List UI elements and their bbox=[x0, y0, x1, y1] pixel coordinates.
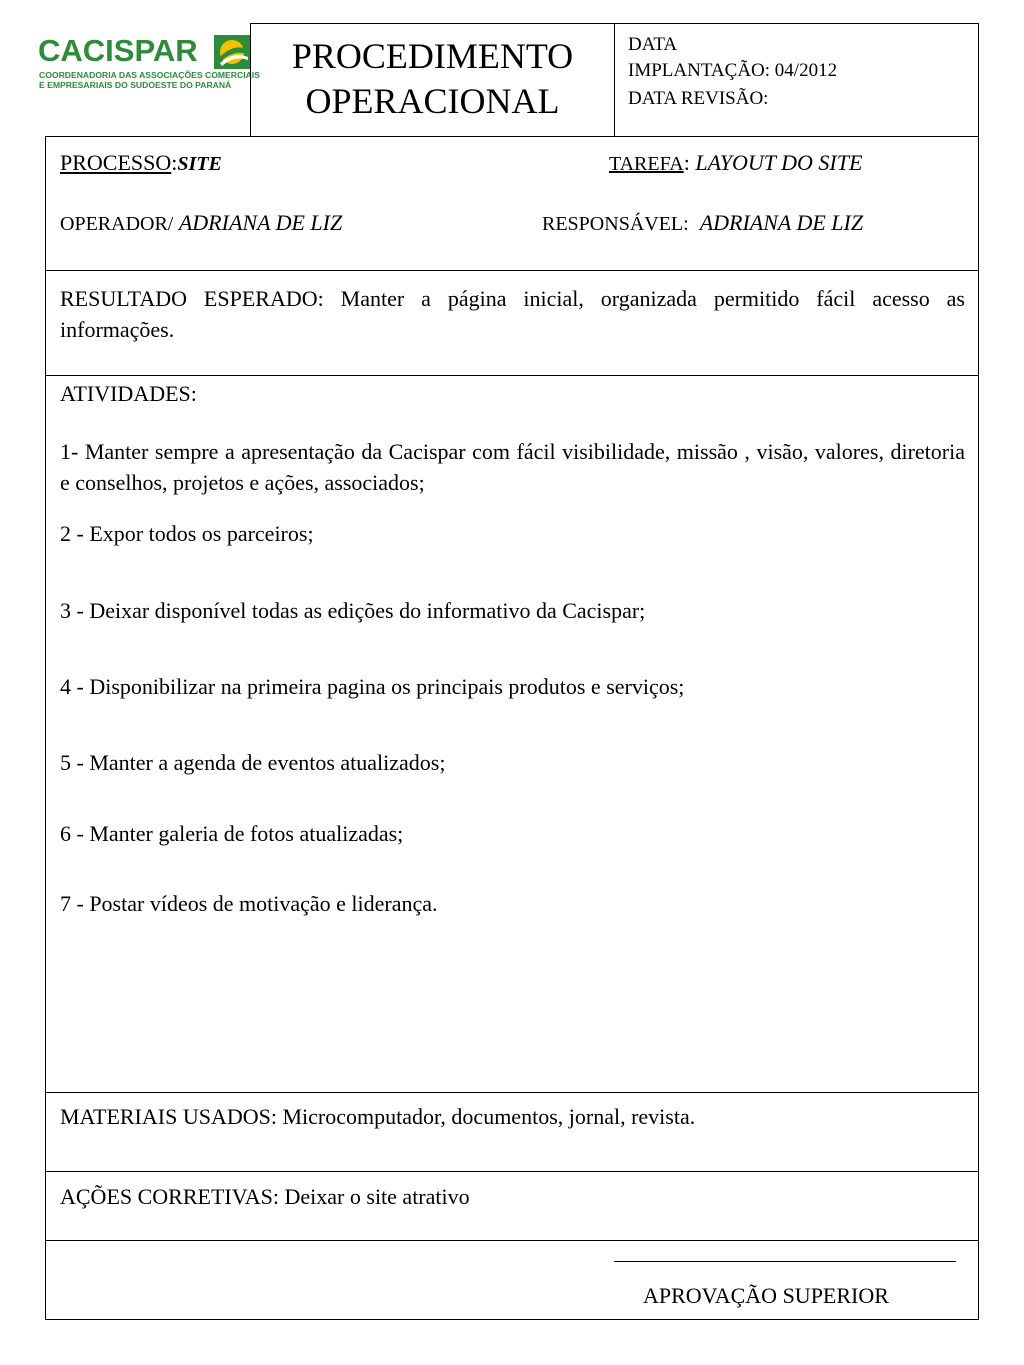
tarefa-value: LAYOUT DO SITE bbox=[695, 150, 863, 175]
divider bbox=[46, 1240, 978, 1241]
operador-field bbox=[60, 207, 342, 240]
logo-wordmark: CACISPAR bbox=[38, 33, 198, 68]
date-box bbox=[614, 23, 979, 137]
procedure-form bbox=[45, 136, 979, 1320]
operador-value: ADRIANA DE LIZ bbox=[178, 210, 343, 235]
responsavel-label: RESPONSÁVEL: bbox=[542, 213, 689, 235]
responsavel-field bbox=[542, 207, 863, 240]
atividade-item: 1- Manter sempre a apresentação da Cacispar com fácil visibilidade, missão , visão, valores, diretoria e conselhos, projetos e ações, associados; bbox=[60, 439, 965, 495]
revisao-date: DATA REVISÃO: bbox=[628, 88, 769, 109]
tarefa-colon: : bbox=[683, 150, 690, 175]
atividade-item: 6 - Manter galeria de fotos atualizadas; bbox=[60, 821, 404, 846]
atividades-heading: ATIVIDADES: bbox=[60, 381, 197, 406]
atividade-item: 3 - Deixar disponível todas as edições do informativo da Cacispar; bbox=[60, 598, 646, 623]
divider bbox=[46, 270, 978, 271]
responsavel-value: ADRIANA DE LIZ bbox=[699, 210, 864, 235]
tarefa-field bbox=[609, 147, 862, 180]
atividade-item: 5 - Manter a agenda de eventos atualizados; bbox=[60, 750, 446, 775]
cacispar-logo bbox=[38, 33, 260, 94]
aprovacao-superior-label: APROVAÇÃO SUPERIOR bbox=[643, 1283, 889, 1308]
atividade-item: 7 - Postar vídeos de motivação e liderança. bbox=[60, 891, 438, 916]
atividade-item: 4 - Disponibilizar na primeira pagina os principais produtos e serviços; bbox=[60, 674, 685, 699]
processo-field bbox=[60, 147, 222, 180]
divider bbox=[46, 1171, 978, 1172]
materiais-usados: MATERIAIS USADOS: Microcomputador, documentos, jornal, revista. bbox=[60, 1104, 696, 1129]
document-title bbox=[251, 34, 614, 124]
signature-line bbox=[614, 1261, 956, 1262]
logo-emblem-icon bbox=[214, 35, 250, 69]
processo-label: PROCESSO bbox=[60, 150, 172, 175]
resultado-esperado: RESULTADO ESPERADO: Manter a página inicial, organizada permitido fácil acesso as informações. bbox=[60, 286, 965, 342]
date-label: DATA bbox=[628, 34, 678, 55]
implantacao-date: IMPLANTAÇÃO: 04/2012 bbox=[628, 60, 838, 81]
logo-subtitle-line2: E EMPRESARIAIS DO SUDOESTE DO PARANÁ bbox=[39, 80, 232, 90]
operador-label: OPERADOR/ bbox=[60, 213, 174, 235]
processo-value: SITE bbox=[177, 153, 222, 175]
title-box bbox=[250, 23, 615, 137]
atividade-item: 2 - Expor todos os parceiros; bbox=[60, 521, 314, 546]
processo-colon: : bbox=[171, 150, 178, 175]
title-line-2: OPERACIONAL bbox=[305, 81, 560, 121]
logo-subtitle-line1: COORDENADORIA DAS ASSOCIAÇÕES COMERCIAIS bbox=[39, 70, 260, 80]
tarefa-label: TAREFA bbox=[609, 153, 684, 175]
title-line-1: PROCEDIMENTO bbox=[291, 36, 574, 76]
acoes-corretivas: AÇÕES CORRETIVAS: Deixar o site atrativo bbox=[60, 1184, 470, 1209]
divider bbox=[46, 1092, 978, 1093]
divider bbox=[46, 375, 978, 376]
